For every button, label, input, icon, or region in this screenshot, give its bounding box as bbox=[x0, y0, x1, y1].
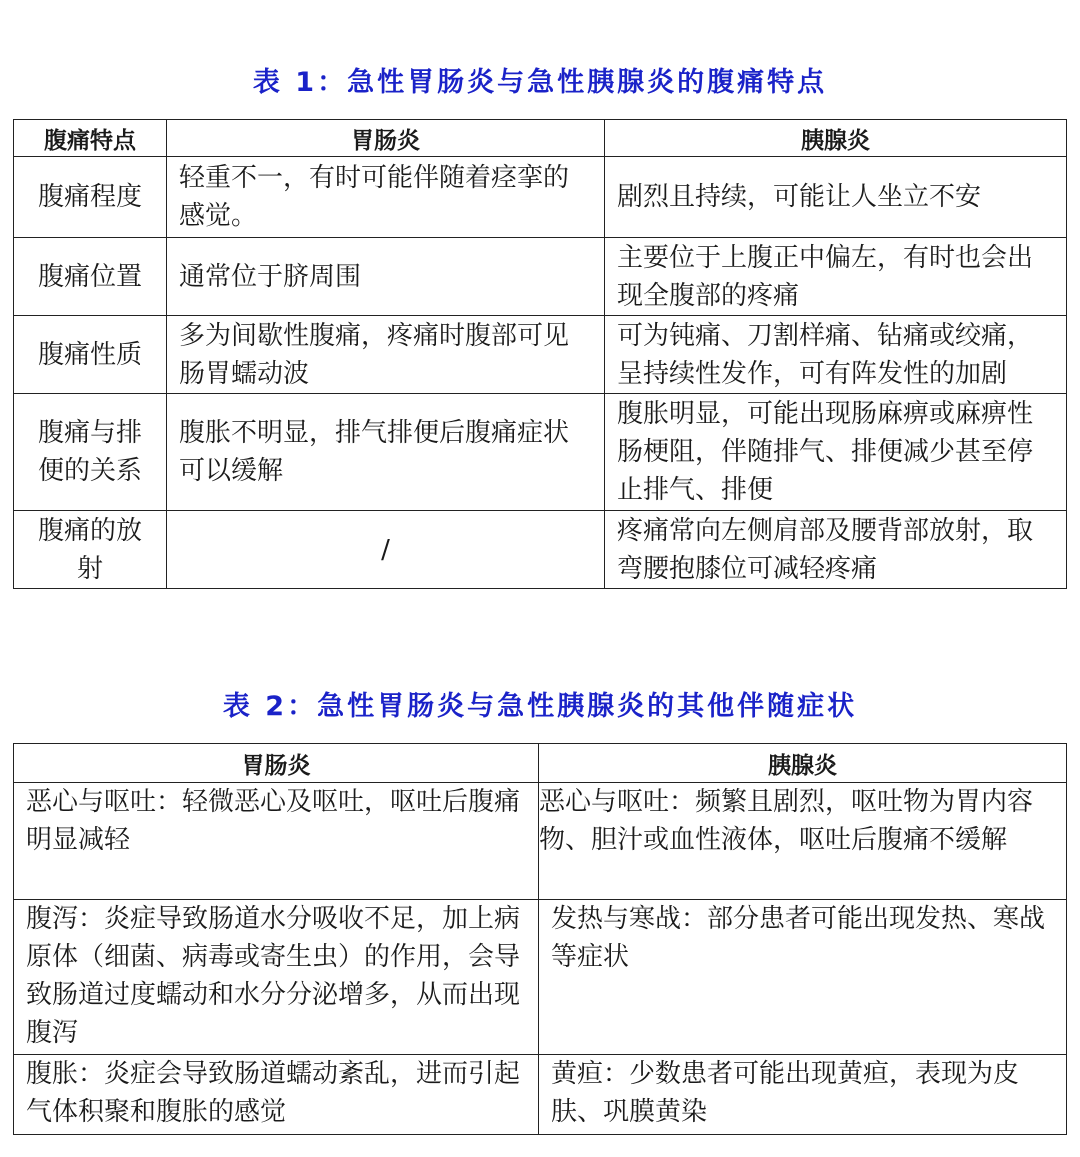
row-feature: 腹痛性质 bbox=[14, 316, 167, 394]
row-gastro-cell: 轻重不一，有时可能伴随着痉挛的感觉。 bbox=[167, 157, 605, 238]
row-pancreas-cell: 腹胀明显，可能出现肠麻痹或麻痹性肠梗阻，伴随排气、排便减少甚至停止排气、排便 bbox=[605, 394, 1067, 511]
row-feature: 腹痛与排便的关系 bbox=[14, 394, 167, 511]
table-row bbox=[14, 238, 1067, 316]
other-symptoms-table bbox=[13, 743, 1067, 1135]
row-pancreas-cell: 剧烈且持续，可能让人坐立不安 bbox=[605, 157, 1067, 238]
header-pancreatitis: 胰腺炎 bbox=[539, 744, 1067, 783]
row-gastro-cell: / bbox=[167, 511, 605, 589]
header-feature: 腹痛特点 bbox=[14, 120, 167, 157]
table-row bbox=[14, 316, 1067, 394]
row-pancreas-cell: 主要位于上腹正中偏左，有时也会出现全腹部的疼痛 bbox=[605, 238, 1067, 316]
row-pancreas-cell: 疼痛常向左侧肩部及腰背部放射，取弯腰抱膝位可减轻疼痛 bbox=[605, 511, 1067, 589]
header-gastroenteritis: 胃肠炎 bbox=[14, 744, 539, 783]
table-header-row bbox=[14, 744, 1067, 783]
row-feature: 腹痛程度 bbox=[14, 157, 167, 238]
header-gastroenteritis: 胃肠炎 bbox=[167, 120, 605, 157]
row-gastro-cell: 腹泻：炎症导致肠道水分吸收不足，加上病原体（细菌、病毒或寄生虫）的作用，会导致肠道过度蠕动和水分分泌增多，从而出现腹泻 bbox=[14, 900, 539, 1055]
row-gastro-cell: 腹胀不明显，排气排便后腹痛症状可以缓解 bbox=[167, 394, 605, 511]
row-gastro-cell: 通常位于脐周围 bbox=[167, 238, 605, 316]
table-header-row bbox=[14, 120, 1067, 157]
table-row bbox=[14, 783, 1067, 900]
row-pancreas-cell: 恶心与呕吐：频繁且剧烈，呕吐物为胃内容物、胆汁或血性液体，呕吐后腹痛不缓解 bbox=[539, 783, 1067, 900]
row-gastro-cell: 多为间歇性腹痛，疼痛时腹部可见肠胃蠕动波 bbox=[167, 316, 605, 394]
row-feature: 腹痛的放射 bbox=[14, 511, 167, 589]
table-row bbox=[14, 157, 1067, 238]
row-pancreas-cell: 黄疸：少数患者可能出现黄疸，表现为皮肤、巩膜黄染 bbox=[539, 1055, 1067, 1135]
row-gastro-cell: 腹胀：炎症会导致肠道蠕动紊乱，进而引起气体积聚和腹胀的感觉 bbox=[14, 1055, 539, 1135]
table2-title: 表 2：急性胃肠炎与急性胰腺炎的其他伴随症状 bbox=[222, 691, 858, 722]
row-feature: 腹痛位置 bbox=[14, 238, 167, 316]
table-row bbox=[14, 900, 1067, 1055]
row-pancreas-cell: 可为钝痛、刀割样痛、钻痛或绞痛，呈持续性发作，可有阵发性的加剧 bbox=[605, 316, 1067, 394]
header-pancreatitis: 胰腺炎 bbox=[605, 120, 1067, 157]
table-row bbox=[14, 394, 1067, 511]
row-pancreas-cell: 发热与寒战：部分患者可能出现发热、寒战等症状 bbox=[539, 900, 1067, 1055]
row-gastro-cell: 恶心与呕吐：轻微恶心及呕吐，呕吐后腹痛明显减轻 bbox=[14, 783, 539, 900]
table-row bbox=[14, 1055, 1067, 1135]
table1-title: 表 1：急性胃肠炎与急性胰腺炎的腹痛特点 bbox=[252, 67, 828, 98]
table-row bbox=[14, 511, 1067, 589]
abdominal-pain-table bbox=[13, 119, 1067, 589]
